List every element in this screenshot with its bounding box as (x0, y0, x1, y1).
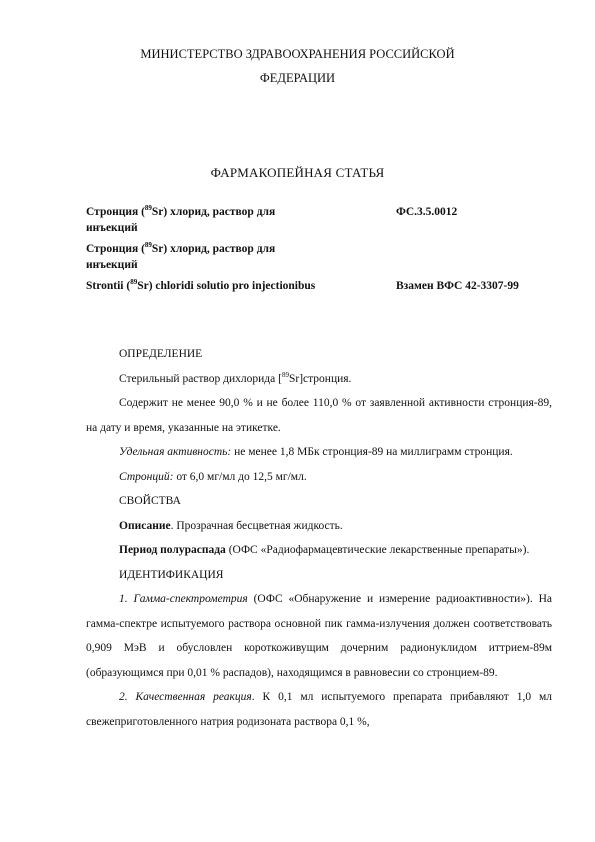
drug-name-russian-1: Стронция ($^{89}$Sr) хлорид, раствор для инъекций (86, 204, 276, 234)
paragraph-gamma-spectrometry: 1. Гамма-спектрометрия (ОФС «Обнаружение и измерение радиоактивности»). На гамма-спектре испытуемого раствора основной пик гамма-излучения должен соответствовать 0,909 МэВ и обусловлен короткоживущим дочерним радионуклидом иттрием-89м (образующимся при 0,01 % распадов), находящимся в равновесии со стронцием-89. (86, 593, 553, 679)
drug-name-russian-2: Стронция ($^{89}$Sr) хлорид, раствор для инъекций (86, 241, 276, 271)
section-heading-definition: ОПРЕДЕЛЕНИЕ (119, 348, 203, 360)
paragraph-content: Содержит не менее 90,0 % и не более 110,0 % от заявленной активности стронция-89, на дату и время, указанные на этикетке. (86, 397, 552, 434)
paragraph-half-life: Период полураспада (ОФС «Радиофармацевтические лекарственные препараты»). (119, 544, 530, 556)
paragraph-qualitative-reaction: 2. Качественная реакция. К 0,1 мл испытуемого препарата прибавляют 1,0 мл свежеприготовленного натрия родизоната раствора 0,1 %, (86, 691, 552, 728)
ministry-line-1: МИНИСТЕРСТВО ЗДРАВООХРАНЕНИЯ РОССИЙСКОЙ (140, 47, 455, 61)
section-heading-properties: СВОЙСТВА (119, 495, 181, 507)
ministry-line-2: ФЕДЕРАЦИИ (259, 71, 336, 85)
pharmacopoeia-code: ФС.3.5.0012 (396, 206, 458, 218)
replaces-note: Взамен ВФС 42-3307-99 (396, 280, 519, 292)
drug-name-latin: Strontii ($^{89}$Sr) chloridi solutio pro injectionibus (86, 278, 316, 292)
paragraph-description: Описание. Прозрачная бесцветная жидкость. (119, 519, 343, 532)
document-body (86, 342, 552, 734)
paragraph-strontium: Стронций: от 6,0 мг/мл до 12,5 мг/мл. (119, 470, 307, 483)
ministry-header (0, 42, 595, 90)
document-title: ФАРМАКОПЕЙНАЯ СТАТЬЯ (210, 165, 385, 180)
paragraph-specific-activity: Удельная активность: не менее 1,8 МБк стронция-89 на миллиграмм стронция. (119, 446, 513, 458)
paragraph-definition: Стерильный раствор дихлорида [$^{89}$Sr]стронция. (119, 370, 352, 385)
section-heading-identification: ИДЕНТИФИКАЦИЯ (119, 568, 224, 581)
